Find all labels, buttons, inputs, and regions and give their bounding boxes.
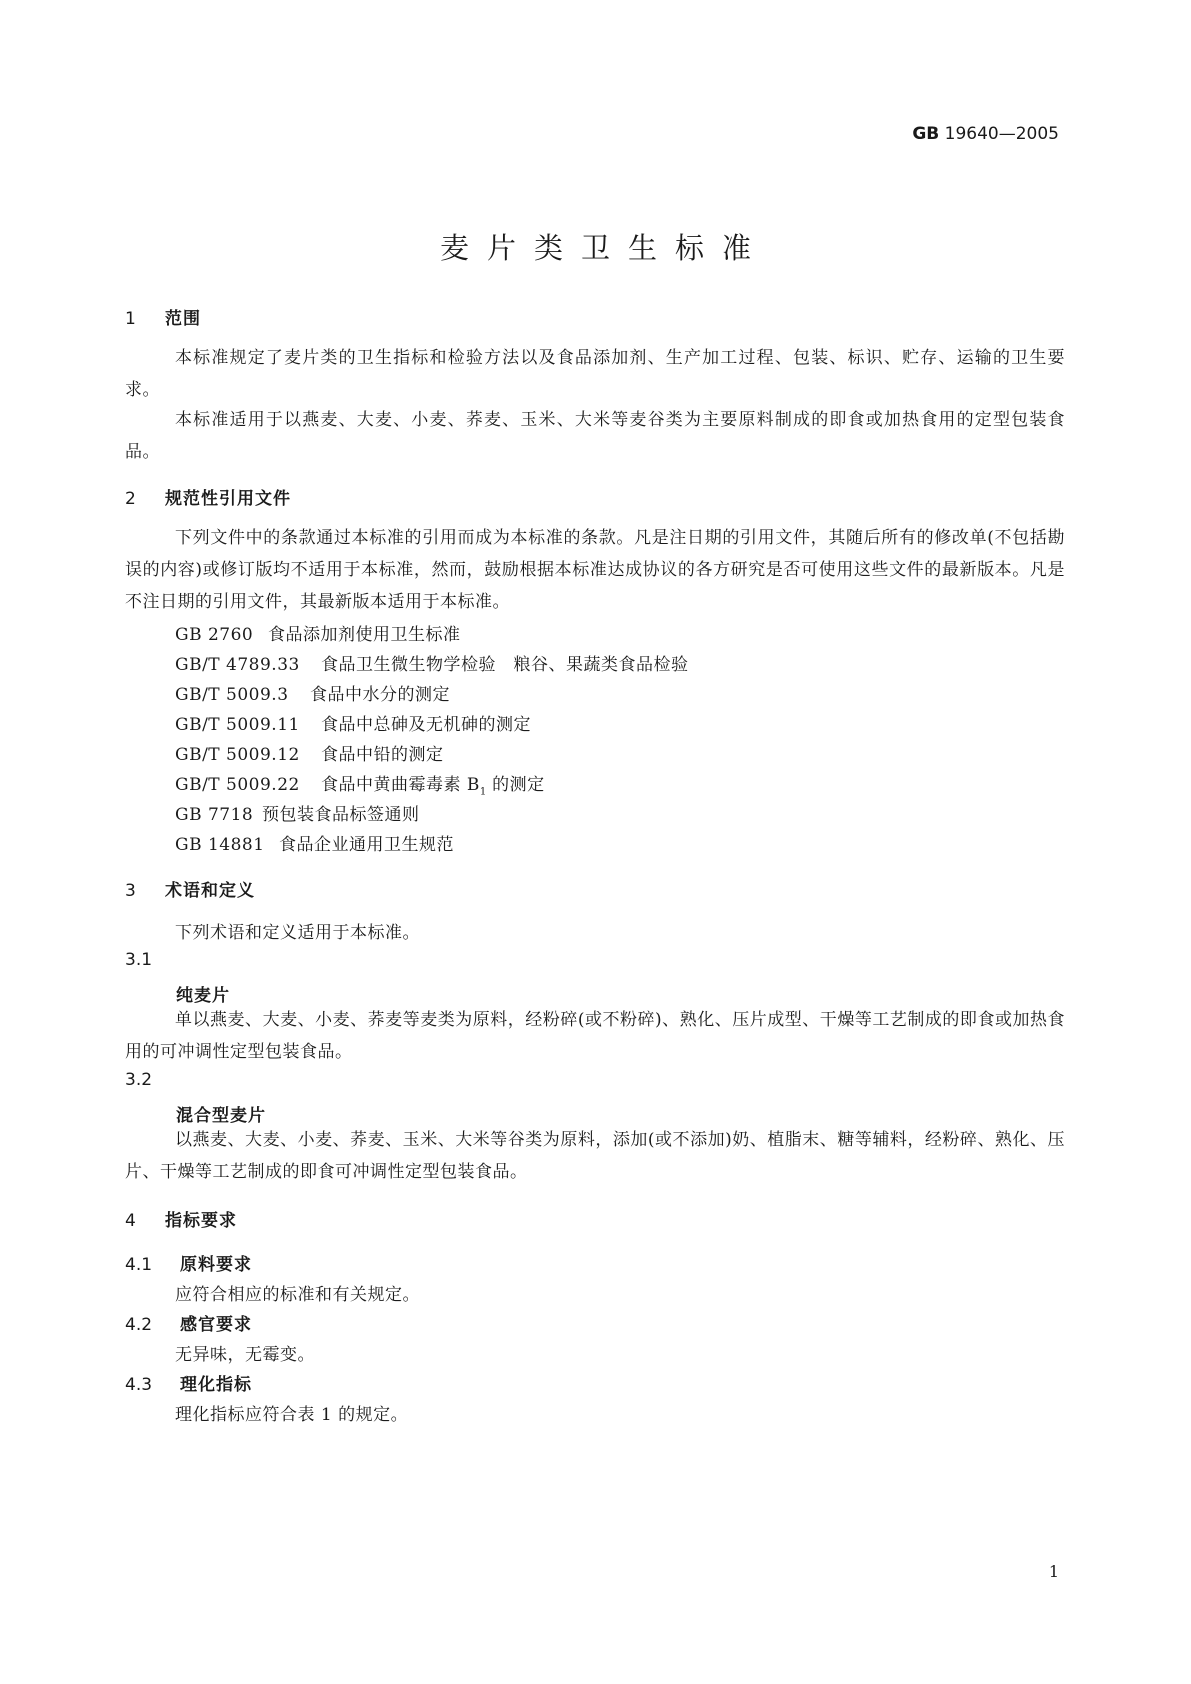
reference-item bbox=[175, 710, 531, 735]
subsection-number: 4.3 bbox=[125, 1375, 153, 1395]
section-title: 规范性引用文件 bbox=[165, 489, 291, 509]
reference-code: GB 14881 bbox=[175, 835, 265, 855]
section-2-intro: 下列文件中的条款通过本标准的引用而成为本标准的条款。凡是注日期的引用文件，其随后所有的修改单(不包括勘误的内容)或修订版均不适用于本标准，然而，鼓励根据本标准达成协议的各方研究是否可使用这些文件的最新版本。凡是不注日期的引用文件，其最新版本适用于本标准。 bbox=[125, 528, 1065, 612]
definition-text: 单以燕麦、大麦、小麦、荞麦等麦类为原料，经粉碎(或不粉碎)、熟化、压片成型、干燥等工艺制成的即食或加热食用的可冲调性定型包装食品。 bbox=[125, 1010, 1065, 1062]
subsection-title: 感官要求 bbox=[180, 1315, 252, 1335]
section-number: 1 bbox=[125, 309, 136, 329]
reference-name: 食品卫生微生物学检验 粮谷、果蔬类食品检验 bbox=[321, 655, 689, 675]
standard-prefix: GB bbox=[912, 124, 940, 144]
reference-name-suffix: 的测定 bbox=[486, 775, 545, 795]
section-number: 2 bbox=[125, 489, 136, 509]
reference-item bbox=[175, 650, 689, 675]
section-number: 3 bbox=[125, 881, 136, 901]
reference-item bbox=[175, 620, 461, 645]
reference-item bbox=[175, 680, 450, 705]
standard-code: 19640—2005 bbox=[944, 124, 1059, 144]
reference-name: 食品中黄曲霉毒素 B bbox=[321, 775, 480, 795]
section-1-para-1: 本标准规定了麦片类的卫生指标和检验方法以及食品添加剂、生产加工过程、包装、标识、贮存、运输的卫生要求。 bbox=[125, 348, 1065, 400]
reference-name: 预包装食品标签通则 bbox=[262, 805, 420, 825]
reference-name: 食品添加剂使用卫生标准 bbox=[268, 625, 461, 645]
definition-text: 以燕麦、大麦、小麦、荞麦、玉米、大米等谷类为原料，添加(或不添加)奶、植脂末、糖等辅料，经粉碎、熟化、压片、干燥等工艺制成的即食可冲调性定型包装食品。 bbox=[125, 1130, 1065, 1182]
reference-name: 食品中铅的测定 bbox=[321, 745, 444, 765]
reference-item bbox=[175, 800, 420, 825]
definition-number: 3.2 bbox=[125, 1070, 153, 1090]
reference-name: 食品中水分的测定 bbox=[310, 685, 450, 705]
reference-name: 食品企业通用卫生规范 bbox=[279, 835, 454, 855]
standard-number bbox=[912, 124, 1059, 144]
section-title: 范围 bbox=[165, 309, 201, 329]
subsection-4-1-text: 应符合相应的标准和有关规定。 bbox=[175, 1285, 420, 1305]
page-number: 1 bbox=[1048, 1562, 1059, 1581]
reference-code: GB 7718 bbox=[175, 805, 254, 825]
subsection-4-2-heading bbox=[125, 1310, 252, 1335]
subsection-4-3-text: 理化指标应符合表 1 的规定。 bbox=[175, 1405, 409, 1425]
reference-item bbox=[175, 770, 545, 797]
section-3-intro: 下列术语和定义适用于本标准。 bbox=[175, 923, 420, 943]
reference-item bbox=[175, 830, 454, 855]
definition-term: 纯麦片 bbox=[176, 986, 230, 1006]
subsection-4-1-heading bbox=[125, 1250, 252, 1275]
reference-name: 食品中总砷及无机砷的测定 bbox=[321, 715, 531, 735]
section-4-heading bbox=[125, 1206, 237, 1231]
subscript: 1 bbox=[479, 786, 487, 798]
reference-code: GB/T 5009.11 bbox=[175, 715, 300, 735]
reference-code: GB/T 5009.3 bbox=[175, 685, 289, 705]
reference-item bbox=[175, 740, 444, 765]
definition-number: 3.1 bbox=[125, 950, 153, 970]
subsection-number: 4.2 bbox=[125, 1315, 153, 1335]
definition-term: 混合型麦片 bbox=[176, 1106, 266, 1126]
subsection-title: 理化指标 bbox=[180, 1375, 252, 1395]
section-2-heading bbox=[125, 484, 291, 509]
section-1-heading bbox=[125, 304, 201, 329]
section-3-heading bbox=[125, 876, 255, 901]
reference-code: GB/T 5009.12 bbox=[175, 745, 300, 765]
reference-code: GB/T 5009.22 bbox=[175, 775, 300, 795]
section-number: 4 bbox=[125, 1211, 136, 1231]
subsection-4-2-text: 无异味，无霉变。 bbox=[175, 1345, 315, 1365]
reference-code: GB/T 4789.33 bbox=[175, 655, 300, 675]
subsection-4-3-heading bbox=[125, 1370, 252, 1395]
section-1-para-2: 本标准适用于以燕麦、大麦、小麦、荞麦、玉米、大米等麦谷类为主要原料制成的即食或加热食用的定型包装食品。 bbox=[125, 410, 1065, 462]
document-title: 麦片类卫生标准 bbox=[439, 231, 769, 265]
subsection-title: 原料要求 bbox=[180, 1255, 252, 1275]
section-title: 术语和定义 bbox=[165, 881, 255, 901]
section-title: 指标要求 bbox=[165, 1211, 237, 1231]
subsection-number: 4.1 bbox=[125, 1255, 153, 1275]
reference-code: GB 2760 bbox=[175, 625, 254, 645]
